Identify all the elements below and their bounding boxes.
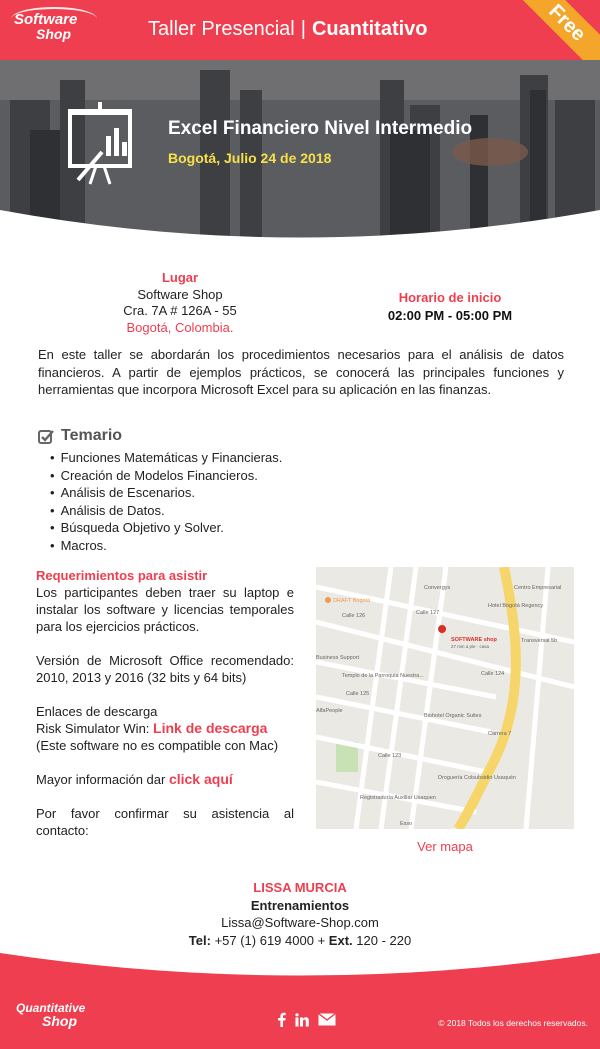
requirements-block — [36, 567, 294, 839]
logo-text-line2: Shop — [36, 26, 71, 42]
copyright-text: © 2018 Todos los derechos reservados. — [438, 1018, 588, 1028]
hero-banner — [0, 60, 600, 250]
quantitative-shop-logo[interactable] — [16, 1002, 85, 1028]
temario-heading-text: Temario — [61, 427, 123, 444]
requirements-text: Los participantes deben traer su laptop e instalar los software y licencias temporales para los ejercicios prácticos. — [36, 585, 294, 634]
phone-plus: + — [317, 932, 326, 948]
location-address: Cra. 7A # 126A - 55 — [123, 303, 237, 318]
map-label-carrera7: Carrera 7 — [488, 731, 512, 737]
map-label-calle125: Calle 125 — [346, 691, 370, 697]
map-label-draft: DRAFT Bogotá — [333, 598, 371, 604]
more-info-line — [36, 771, 294, 788]
contact-role: Entrenamientos — [250, 897, 350, 913]
map-label-softwareshop-sub: 27 min a pie · casa — [451, 644, 490, 649]
risk-simulator-line — [36, 720, 294, 737]
top-header-bar — [0, 0, 600, 60]
presentation-chart-icon — [66, 102, 152, 188]
confirm-text: Por favor confirmar su asistencia al contacto: — [36, 806, 294, 838]
phone-label: Tel: — [188, 932, 211, 948]
free-badge: Free — [503, 0, 600, 60]
header-title-light: Taller Presencial — [148, 18, 295, 40]
header-separator: | — [300, 18, 306, 40]
linkedin-icon[interactable] — [295, 1013, 309, 1027]
map-label-centro: Centro Empresarial — [514, 585, 562, 591]
list-item: • Análisis de Datos. — [50, 502, 282, 520]
temario-heading — [38, 427, 122, 445]
schedule-heading: Horario de inicio — [398, 290, 502, 305]
logo-text-line1: Software — [14, 11, 78, 28]
intro-paragraph: En este taller se abordarán los procedimientos necesarios para el análisis de datos financieros. A partir de ejemplos prácticos, se conocerá las principales funciones y herramientas que incorpora Microsoft Excel para su aplicación en las finanzas. — [38, 347, 564, 397]
more-info-text: Mayor información dar — [36, 772, 166, 787]
map-label-calle126: Calle 126 — [342, 613, 366, 619]
download-link[interactable]: Link de descarga — [153, 720, 268, 736]
map-label-calle124: Calle 124 — [481, 671, 505, 677]
event-date: Bogotá, Julio 24 de 2018 — [168, 150, 332, 166]
map-label-softwareshop: SOFTWARE shop — [451, 637, 497, 643]
contact-name: LISSA MURCIA — [253, 880, 347, 895]
map-label-biohotel: Biohotel Organic Suites — [424, 713, 482, 719]
map-label-calle127: Calle 127 — [416, 610, 440, 616]
contact-phone-line — [140, 932, 460, 950]
location-heading: Lugar — [161, 270, 199, 285]
footer-bar — [0, 953, 600, 1049]
hero-bottom-curve — [0, 210, 600, 250]
email-icon[interactable] — [318, 1013, 336, 1026]
event-title: Excel Financiero Nivel Intermedio — [168, 118, 473, 139]
list-item: • Funciones Matemáticas y Financieras. — [50, 449, 282, 467]
list-item: • Análisis de Escenarios. — [50, 484, 282, 502]
schedule-block — [360, 289, 540, 325]
list-item: • Macros. — [50, 537, 282, 555]
temario-list — [50, 449, 282, 554]
contact-email[interactable]: Lissa@Software-Shop.com — [221, 915, 379, 930]
view-map-link[interactable]: Ver mapa — [417, 839, 473, 854]
map-label-calle123: Calle 123 — [378, 753, 402, 759]
schedule-time: 02:00 PM - 05:00 PM — [387, 308, 513, 323]
contact-block — [140, 879, 460, 949]
list-item: • Búsqueda Objetivo y Solver. — [50, 519, 282, 537]
phone-number: +57 (1) 619 4000 — [214, 932, 314, 948]
risk-simulator-label: Risk Simulator Win: — [36, 721, 150, 736]
download-links-heading: Enlaces de descarga — [36, 704, 158, 719]
location-city: Bogotá, Colombia. — [126, 319, 234, 335]
compatibility-note: (Este software no es compatible con Mac) — [36, 738, 279, 753]
software-shop-logo[interactable] — [14, 12, 77, 42]
location-block — [100, 270, 260, 336]
social-links — [277, 1012, 336, 1027]
checkbox-icon — [38, 429, 55, 444]
footer-logo-line1: Quantitative — [16, 1001, 86, 1015]
footer-logo-line2: Shop — [42, 1013, 77, 1029]
map-label-business: Business Support — [316, 655, 360, 661]
office-version-text: Versión de Microsoft Office recomendado: 2010, 2013 y 2016 (32 bits y 64 bits) — [36, 653, 294, 685]
header-title-bold: Cuantitativo — [311, 18, 428, 40]
location-name: Software Shop — [137, 286, 223, 302]
facebook-icon[interactable] — [277, 1012, 286, 1027]
map-label-drogueria: Droguería Colsubsidio Usaquén — [438, 775, 516, 781]
map-label-templo: Templo de la Parroquia Nuestra... — [342, 673, 424, 679]
ext-label: Ext. — [328, 932, 353, 948]
map-label-registraduria: Registraduría Auxiliar Usaquen — [360, 795, 436, 801]
ext-number: 120 - 220 — [356, 932, 412, 948]
map-label-alfapeople: AlfaPeople — [316, 708, 343, 714]
map-label-transversal: Transversal 5b — [521, 638, 558, 644]
map-label-hotel: Hotel Bogotá Regency — [488, 603, 544, 609]
location-map[interactable] — [316, 567, 574, 829]
logo-arc — [11, 7, 97, 31]
header-title — [148, 18, 428, 41]
map-graphic — [316, 567, 574, 829]
click-here-link[interactable]: click aquí — [168, 771, 233, 787]
requirements-heading: Requerimientos para asistir — [36, 568, 208, 583]
map-label-esso: Esso — [400, 821, 413, 827]
list-item: • Creación de Modelos Financieros. — [50, 467, 282, 485]
map-label-convergys: Convergys — [424, 585, 451, 591]
